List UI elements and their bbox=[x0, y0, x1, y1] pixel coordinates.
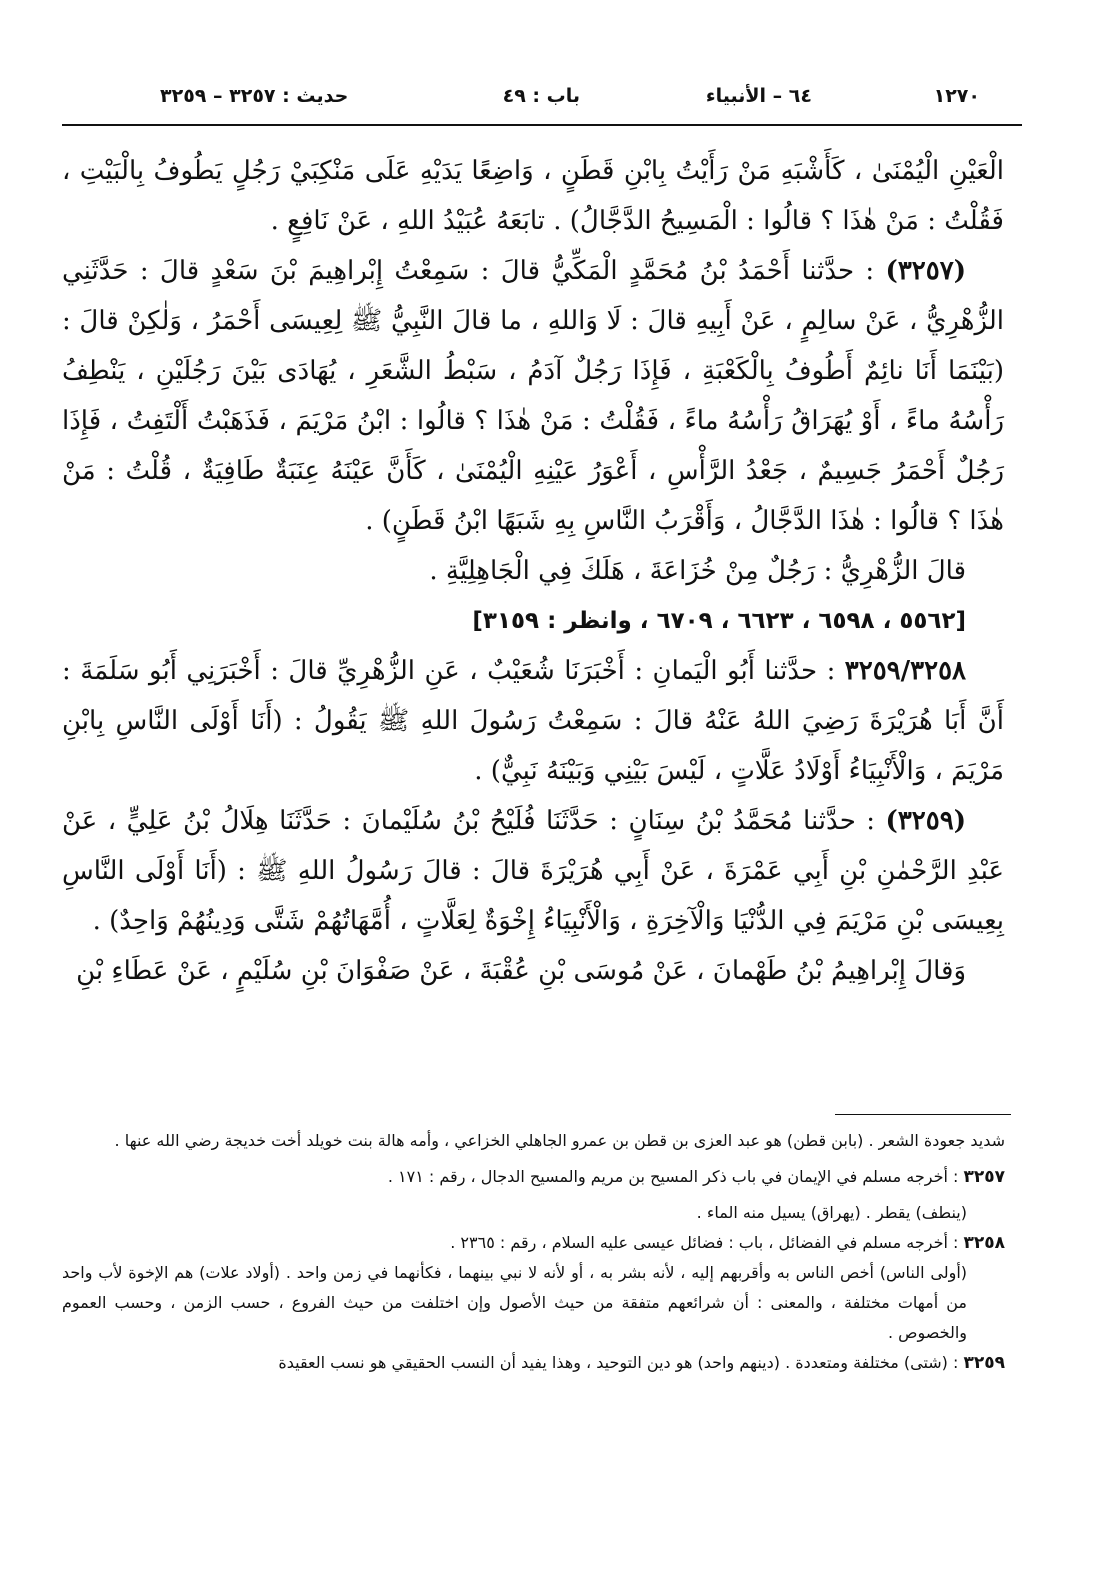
page-number: ١٢٧٠ bbox=[933, 85, 980, 107]
footnote-divider bbox=[835, 1114, 1011, 1115]
paragraph-last: وَقالَ إِبْراهِيمُ بْنُ طَهْمانَ ، عَنْ مُوسَى بْنِ عُقْبَةَ ، عَنْ صَفْوَانَ بْنِ سُلَيْمٍ ، عَنْ عَطَاءِ بْنِ bbox=[76, 956, 966, 986]
footnote-number: ٣٢٥٩ bbox=[963, 1353, 1005, 1373]
footnote-number: ٣٢٥٨ bbox=[963, 1233, 1005, 1253]
hadith-3259 bbox=[62, 796, 1004, 946]
hadith-number: (٣٢٥٧) bbox=[885, 256, 966, 286]
footnote-3259 bbox=[62, 1348, 1005, 1378]
paragraph-continuation: الْعَيْنِ الْيُمْنَىٰ ، كَأَشْبَهِ مَنْ رَأَيْتُ بِابْنِ قَطَنٍ ، وَاضِعًا يَدَيْهِ عَلَى مَنْكِبَيْ رَجُلٍ يَطُوفُ بِالْبَيْتِ ، فَقُلْتُ : مَنْ هٰذَا ؟ قالُوا : الْمَسِيحُ الدَّجَّالُ) . تابَعَهُ عُبَيْدُ اللهِ ، عَنْ نَافِعٍ . bbox=[62, 156, 1004, 236]
zuhri-note: قالَ الزُّهْرِيُّ : رَجُلٌ مِنْ خُزَاعَةَ ، هَلَكَ فِي الْجَاهِلِيَّةِ . bbox=[429, 556, 966, 586]
footnote-text: : (شتى) مختلفة ومتعددة . (دينهم واحد) هو دين التوحيد ، وهذا يفيد أن النسب الحقيقي هو نسب العقيدة bbox=[278, 1353, 964, 1372]
footnotes bbox=[62, 1126, 1005, 1384]
footnote-text: : أخرجه مسلم في الفضائل ، باب : فضائل عيسى عليه السلام ، رقم : ٢٣٦٥ . bbox=[450, 1233, 964, 1252]
main-text bbox=[62, 146, 1004, 996]
footnote-3258-note: (أولى الناس) أخص الناس به وأقربهم إليه ، لأنه بشر به ، أو لأنه لا نبي بينهما ، فكأنهما في زمن واحد . (أولاد علات) هم الإخوة لأب واحد من أمهات مختلفة ، والمعنى : أن شرائعهم متفقة من حيث الأصول وإن اختلفت من حيث الفروع ، حسب الزمن ، وحسب العموم والخصوص . bbox=[62, 1263, 967, 1342]
book-title: ٦٤ – الأنبياء bbox=[705, 85, 812, 107]
hadith-text: : حدَّثنا أَحْمَدُ بْنُ مُحَمَّدٍ الْمَكِّيُّ قالَ : سَمِعْتُ إِبْراهِيمَ بْنَ سَعْدٍ قالَ : حَدَّثَنِي الزُّهْرِيُّ ، عَنْ سالِمٍ ، عَنْ أَبِيهِ قالَ : لَا وَاللهِ ، ما قالَ النَّبِيُّ ﷺ لِعِيسَى أَحْمَرُ ، وَلٰكِنْ قالَ : (بَيْنَمَا أَنَا نائِمٌ أَطُوفُ بِالْكَعْبَةِ ، فَإِذَا رَجُلٌ آدَمُ ، سَبْطُ الشَّعَرِ ، يُهَادَى بَيْنَ رَجُلَيْنِ ، يَنْطِفُ رَأْسُهُ ماءً ، أَوْ يُهَرَاقُ رَأْسُهُ ماءً ، فَقُلْتُ : مَنْ هٰذَا ؟ قالُوا : ابْنُ مَرْيَمَ ، فَذَهَبْتُ أَلْتَفِتُ ، فَإِذَا رَجُلٌ أَحْمَرُ جَسِيمٌ ، جَعْدُ الرَّأْسِ ، أَعْوَرُ عَيْنِهِ الْيُمْنَىٰ ، كَأَنَّ عَيْنَهُ عِنَبَةٌ طَافِيَةٌ ، قُلْتُ : مَنْ هٰذَا ؟ قالُوا : هٰذَا الدَّجَّالُ ، وَأَقْرَبُ النَّاسِ بِهِ شَبَهًا ابْنُ قَطَنٍ) . bbox=[62, 256, 1004, 536]
page-header bbox=[160, 78, 980, 114]
cross-references: [٥٥٦٢ ، ٦٥٩٨ ، ٦٦٢٣ ، ٦٧٠٩ ، وانظر : ٣١٥٩] bbox=[472, 608, 966, 634]
footnote-number: ٣٢٥٧ bbox=[963, 1167, 1005, 1187]
hadith-text: : حدَّثنا أَبُو الْيَمانِ : أَخْبَرَنَا شُعَيْبٌ ، عَنِ الزُّهْرِيِّ قالَ : أَخْبَرَنِي أَبُو سَلَمَةَ : أَنَّ أَبَا هُرَيْرَةَ رَضِيَ اللهُ عَنْهُ قالَ : سَمِعْتُ رَسُولَ اللهِ ﷺ يَقُولُ : (أَنَا أَوْلَى النَّاسِ بِابْنِ مَرْيَمَ ، وَالْأَنْبِيَاءُ أَوْلَادُ عَلَّاتٍ ، لَيْسَ بَيْنِي وَبَيْنَهُ نَبِيٌّ) . bbox=[62, 656, 1004, 786]
footnote-3257 bbox=[62, 1162, 1005, 1192]
hadith-number: (٣٢٥٩) bbox=[885, 806, 966, 836]
header-divider bbox=[62, 124, 1022, 126]
hadith-3257 bbox=[62, 246, 1004, 546]
footnote-continuation: شديد جعودة الشعر . (بابن قطن) هو عبد العزى بن قطن بن عمرو الجاهلي الخزاعي ، وأمه هالة بنت خويلد أخت خديجة رضي الله عنها . bbox=[114, 1131, 1005, 1150]
footnote-text: : أخرجه مسلم في الإيمان في باب ذكر المسيح بن مريم والمسيح الدجال ، رقم : ١٧١ . bbox=[387, 1167, 964, 1186]
hadith-range: حديث : ٣٢٥٧ – ٣٢٥٩ bbox=[160, 85, 349, 107]
bab-number: باب : ٤٩ bbox=[502, 85, 580, 107]
footnote-3257-note: (ينطف) يقطر . (يهراق) يسيل منه الماء . bbox=[696, 1203, 967, 1222]
hadith-3258 bbox=[62, 646, 1004, 796]
hadith-text: : حدَّثنا مُحَمَّدُ بْنُ سِنَانٍ : حَدَّثَنَا فُلَيْحُ بْنُ سُلَيْمانَ : حَدَّثَنَا هِلَالُ بْنُ عَلِيٍّ ، عَنْ عَبْدِ الرَّحْمٰنِ بْنِ أَبِي عَمْرَةَ ، عَنْ أَبِي هُرَيْرَةَ قالَ : قالَ رَسُولُ اللهِ ﷺ : (أَنَا أَوْلَى النَّاسِ بِعِيسَى بْنِ مَرْيَمَ فِي الدُّنْيَا وَالْآخِرَةِ ، وَالْأَنْبِيَاءُ إِخْوَةٌ لِعَلَّاتٍ ، أُمَّهَاتُهُمْ شَتَّى وَدِينُهُمْ وَاحِدٌ) . bbox=[62, 806, 1004, 936]
hadith-number: ٣٢٥٩/٣٢٥٨ bbox=[844, 656, 966, 686]
footnote-3258 bbox=[62, 1228, 1005, 1258]
